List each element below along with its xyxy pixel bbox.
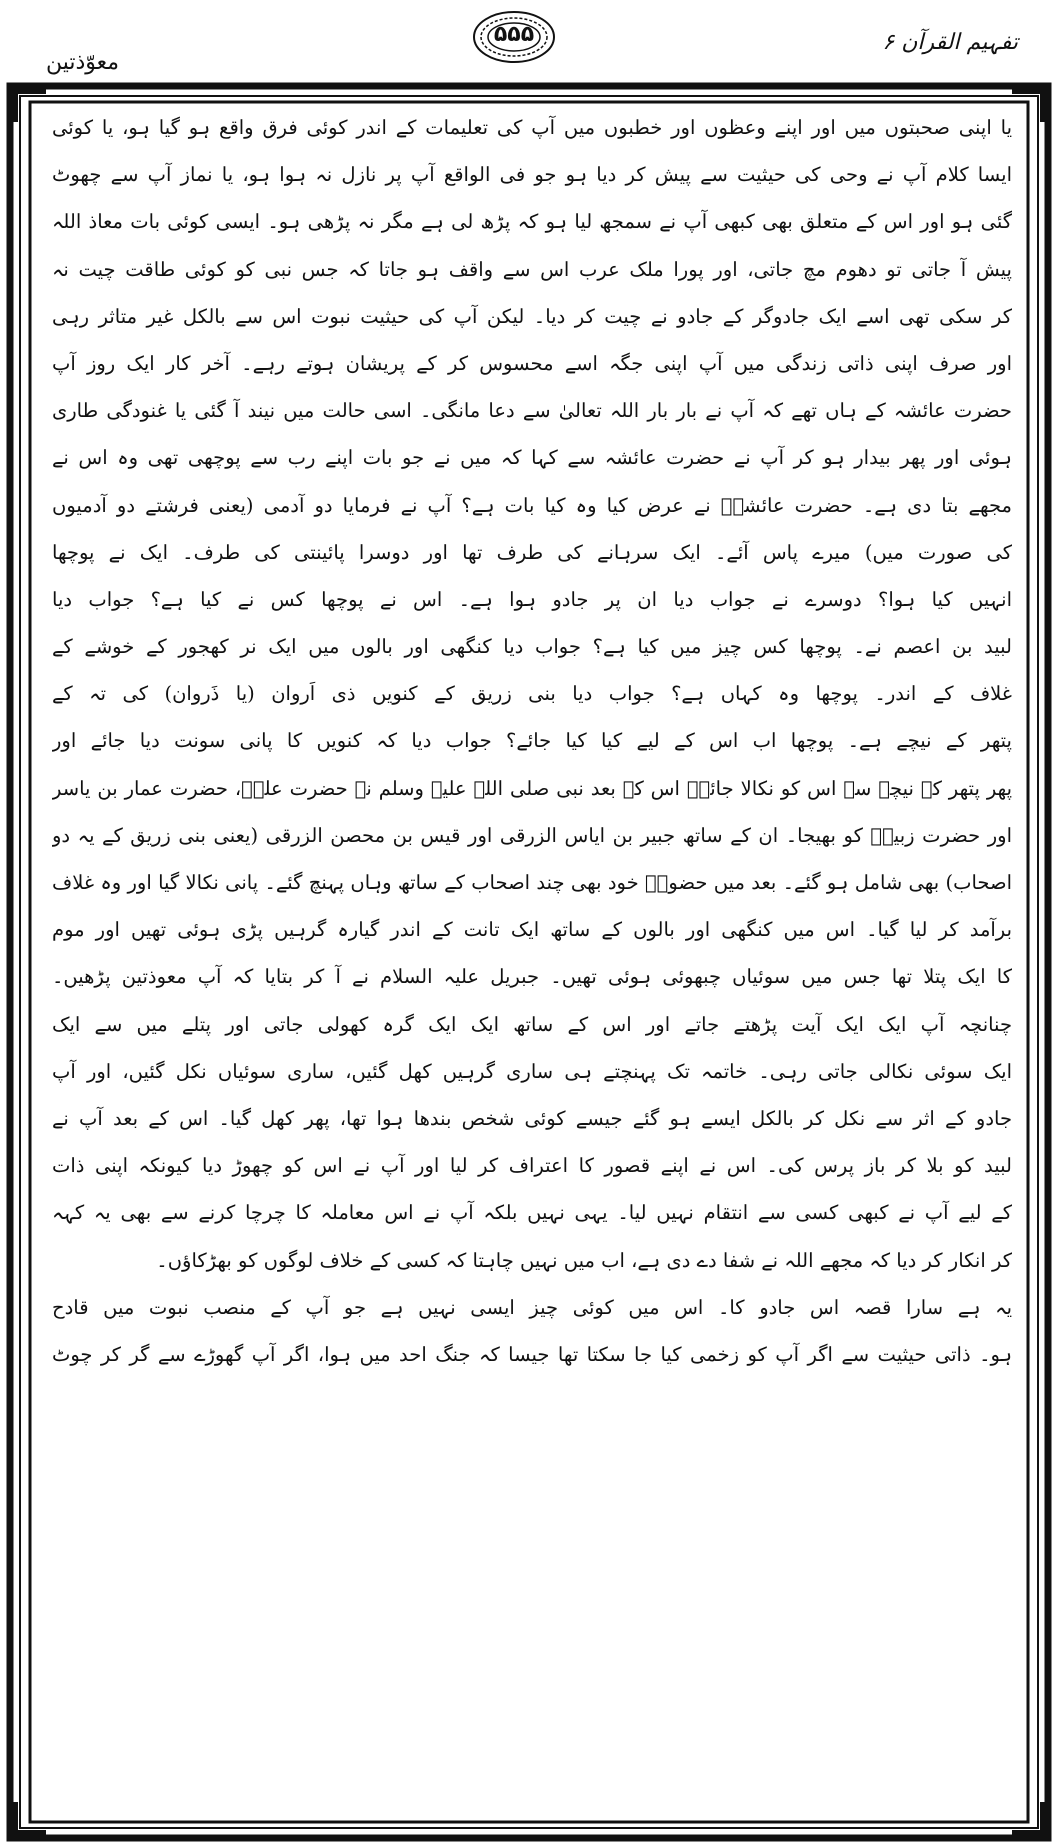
text-line: پتھر کے نیچے ہے۔ پوچھا اب اس کے لیے کیا کیا جائے؟ جواب دیا کہ کنویں کا پانی سونت دیا جائے اور <box>52 729 1012 753</box>
text-line: انہیں کیا ہوا؟ دوسرے نے جواب دیا ان پر جادو ہوا ہے۔ اس نے پوچھا کس نے کیا ہے؟ جواب دیا <box>52 587 1012 611</box>
page-number-ornament <box>470 8 558 66</box>
book-title: تفہیم القرآن ۶ <box>882 30 1018 55</box>
page-header <box>0 0 1060 80</box>
text-line: ہو۔ ذاتی حیثیت سے اگر آپ کو زخمی کیا جا سکتا تھا جیسا کہ جنگ احد میں ہوا، اگر آپ گھوڑے سے گر کر چوٹ <box>52 1342 1012 1366</box>
text-line: لبید بن اعصم نے۔ پوچھا کس چیز میں کیا ہے؟ جواب دیا کنگھی اور بالوں میں ایک نر کھجور کے خوشے کے <box>52 635 1012 659</box>
text-line: اصحاب) بھی شامل ہو گئے۔ بعد میں حضورؐ خود بھی چند اصحاب کے ساتھ وہاں پہنچ گئے۔ پانی نکالا گیا اور وہ غلاف <box>52 871 1012 894</box>
text-line: ایسا کلام آپ نے وحی کی حیثیت سے پیش کر دیا ہو جو فی الواقع آپ پر نازل نہ ہوا ہو، یا نماز آپ سے چھوٹ <box>52 163 1012 187</box>
body-text <box>52 104 1012 1824</box>
text-line: کی صورت میں) میرے پاس آئے۔ ایک سرہانے کی طرف تھا اور دوسرا پائینتی کی طرف۔ ایک نے پوچھا <box>52 540 1012 564</box>
text-line: کر سکی تھی اسے ایک جادوگر کے جادو نے چیت کر دیا۔ لیکن آپ کی حیثیت نبوت اس سے بالکل غیر متاثر رہی <box>52 304 1012 328</box>
text-line: پھر پتھر کے نیچے سے اس کو نکالا جائے۔ اس کے بعد نبی صلی اللہ علیہ وسلم نے حضرت علیؓ، حضرت عمار بن یاسر <box>52 776 1012 800</box>
text-line: اور حضرت زبیرؓ کو بھیجا۔ ان کے ساتھ جبیر بن ایاس الزرقی اور قیس بن محصن الزرقی (یعنی بنی زریق کے یہ دو <box>52 823 1012 847</box>
text-line: چنانچہ آپ ایک ایک آیت پڑھتے جاتے اور اس کے ساتھ ایک ایک گرہ کھولی جاتی اور پتلے میں سے ایک <box>52 1012 1012 1036</box>
text-line: گئی ہو اور اس کے متعلق بھی کبھی آپ نے سمجھ لیا ہو کہ پڑھ لی ہے مگر نہ پڑھی ہو۔ ایسی کوئی بات معاذ اللہ <box>52 210 1012 234</box>
text-line: کر انکار کر دیا کہ مجھے اللہ نے شفا دے دی ہے، اب میں نہیں چاہتا کہ کسی کے خلاف لوگوں کو بھڑکاؤں۔ <box>156 1248 1012 1272</box>
text-line: یہ ہے سارا قصہ اس جادو کا۔ اس میں کوئی چیز ایسی نہیں ہے جو آپ کے منصب نبوت میں قادح <box>52 1295 1012 1319</box>
text-line: اور صرف اپنی ذاتی زندگی میں آپ اپنی جگہ اسے محسوس کر کے پریشان ہوتے رہے۔ آخر کار ایک روز آپ <box>52 351 1012 375</box>
text-line: جادو کے اثر سے نکل کر بالکل ایسے ہو گئے جیسے کوئی شخص بندھا ہوا تھا، پھر کھل گیا۔ اس کے بعد آپ نے <box>52 1106 1012 1130</box>
text-line: برآمد کر لیا گیا۔ اس میں کنگھی اور بالوں کے ساتھ ایک تانت کے اندر گیارہ گرہیں پڑی ہوئی تھیں اور موم <box>52 918 1012 942</box>
surah-title: معوّذتین <box>46 50 120 75</box>
page-number: ۵۵۵ <box>493 22 535 47</box>
text-line: ایک سوئی نکالی جاتی رہی۔ خاتمہ تک پہنچتے ہی ساری گرہیں کھل گئیں، ساری سوئیاں نکل گئیں، اور آپ <box>52 1059 1012 1083</box>
text-line: غلاف کے اندر۔ پوچھا وہ کہاں ہے؟ جواب دیا بنی زریق کے کنویں ذی اَروان (یا ذَروان) کی تہ کے <box>52 682 1012 706</box>
text-line: پیش آ جاتی تو دھوم مچ جاتی، اور پورا ملک عرب اس سے واقف ہو جاتا کہ جس نبی کو کوئی طاقت چیت نہ <box>52 257 1012 281</box>
text-line: مجھے بتا دی ہے۔ حضرت عائشہؓ نے عرض کیا وہ کیا بات ہے؟ آپ نے فرمایا دو آدمی (یعنی فرشتے دو آدمیوں <box>52 493 1012 517</box>
text-line: کے لیے آپ نے کبھی کسی سے انتقام نہیں لیا۔ یہی نہیں بلکہ آپ نے اس معاملہ کا چرچا کرنے سے بھی یہ کہہ <box>52 1201 1012 1225</box>
text-line: لبید کو بلا کر باز پرس کی۔ اس نے اپنے قصور کا اعتراف کر لیا اور آپ نے اس کو چھوڑ دیا کیونکہ اپنی ذات <box>52 1154 1012 1178</box>
text-line: ہوئی اور پھر بیدار ہو کر آپ نے حضرت عائشہ سے کہا کہ میں نے جو بات اپنے رب سے پوچھی تھی وہ اس نے <box>52 446 1012 470</box>
text-line: کا ایک پتلا تھا جس میں سوئیاں چبھوئی ہوئی تھیں۔ جبریل علیہ السلام نے آ کر بتایا کہ آپ معوذتین پڑھیں۔ <box>52 965 1012 989</box>
text-line: حضرت عائشہ کے ہاں تھے کہ آپ نے بار بار اللہ تعالیٰ سے دعا مانگی۔ اسی حالت میں نیند آ گئی یا غنودگی طاری <box>52 399 1012 423</box>
text-line: یا اپنی صحبتوں میں اور اپنے وعظوں اور خطبوں میں آپ کی تعلیمات کے اندر کوئی فرق واقع ہو گیا ہو، یا کوئی <box>52 116 1012 139</box>
